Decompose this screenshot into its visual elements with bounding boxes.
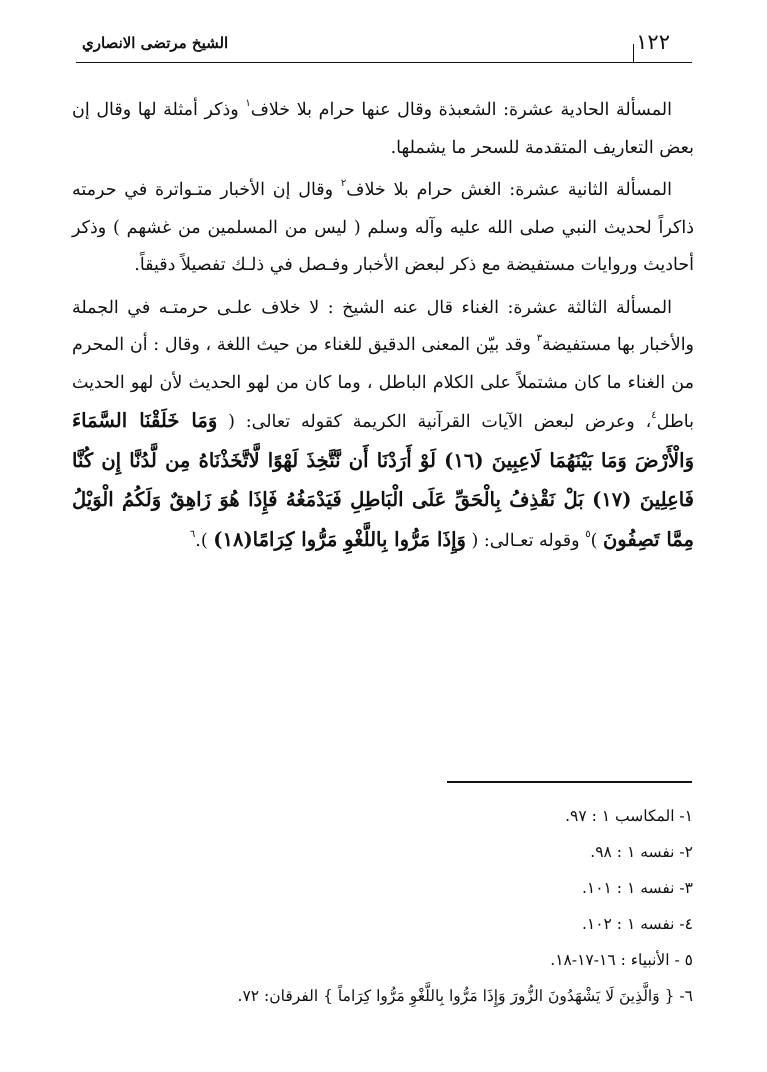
quran-verse: وَإِذَا مَرُّوا بِاللَّغْوِ مَرُّوا كِرَامًا(١٨) [213,527,466,551]
paragraph-text: ). [195,530,214,551]
main-text [72,92,694,565]
paragraph-thirteenth-issue [72,290,694,561]
footnote-ref[interactable]: ٥ [585,528,591,540]
paragraph-text: المسألة الحادية عشرة: الشعبذة وقال عنها حرام بلا خلاف [250,100,673,120]
footnote-3: ٣- نفسه ١ : ١٠١. [581,879,693,897]
footnote-2: ٢- نفسه ١ : ٩٨. [590,843,693,861]
paragraph-text: وذكر أمثلة لها وقال إن بعض التعاريف المتقدمة للسحر ما يشملها. [72,100,694,158]
footnote-separator [447,781,692,783]
paragraph-text: ، وعرض لبعض الآيات القرآنية الكريمة كقوله تعالى: ( [217,412,652,432]
footnote-4: ٤- نفسه ١ : ١٠٢. [581,915,693,933]
paragraph-text: المسألة الثالثة عشرة: الغناء قال عنه الشيخ : لا خلاف علـى حرمتـه في الجملة والأخبار بها مستفيضة [72,297,695,355]
footnotes [73,798,693,1014]
footnote-1: ١- المكاسب ١ : ٩٧. [565,807,693,825]
footnote-ref[interactable]: ٢ [340,178,347,190]
footnote-5: ٥ - الأنبياء : ١٦-١٧-١٨. [550,951,693,969]
page-number: ١٢٢ [636,30,670,54]
footnote-ref[interactable]: ٤ [651,410,657,422]
header-divider [633,44,635,62]
footnote-6: ٦- { وَالَّذِينَ لَا يَشْهَدُونَ الزُّورَ وَإِذَا مَرُّوا بِاللَّغْوِ مَرُّوا كِرَاماً } الفرقان: ٧٢. [237,987,693,1005]
footnote-ref[interactable]: ٣ [536,333,543,345]
page-header [76,28,692,63]
paragraph-text: وقال إن الأخبار متـواترة في حرمته ذاكراً لحديث النبي صلى الله عليه وآله وسلم ( ليس من المسلمين من غشهم ) وذكر أحاديث وروايات مستفيضة مع ذكر لبعض الأخبار وفـصل في ذلـك تفصيلاً دقيقاً. [72,180,694,275]
running-title: الشيخ مرتضى الانصاري [82,34,229,52]
paragraph-twelfth-issue [72,172,694,285]
paragraph-text: وقد بيّن المعنى الدقيق للغناء من حيث اللغة ، وقال : أن المحرم من الغناء ما كان مشتملاً على الكلام الباطل ، وما كان من لهو الحديث لأن لهو الحديث باطل [72,335,694,432]
paragraph-text: وقوله تعـالى: ( [465,530,586,551]
footnote-ref[interactable]: ١ [245,98,251,110]
quran-verse: وَمَا خَلَقْنَا السَّمَاءَ وَالْأَرْضَ وَمَا بَيْنَهُمَا لَاعِبِينَ (١٦) لَوْ أَرَدْنَا أَن نَّتَّخِذَ لَهْوًا لَّاتَّخَذْنَاهُ مِن لَّدُنَّا إِن كُنَّا فَاعِلِينَ (١٧) بَلْ نَقْذِفُ بِالْحَقِّ عَلَى الْبَاطِلِ فَيَدْمَغُهُ فَإِذَا هُوَ زَاهِقٌ وَلَكُمُ الْوَيْلُ مِمَّا تَصِفُونَ [72,409,694,551]
paragraph-eleventh-issue [72,92,694,167]
paragraph-text: ) [590,530,603,551]
paragraph-text: المسألة الثانية عشرة: الغش حرام بلا خلاف [346,180,672,200]
footnote-ref[interactable]: ٦ [189,528,196,540]
